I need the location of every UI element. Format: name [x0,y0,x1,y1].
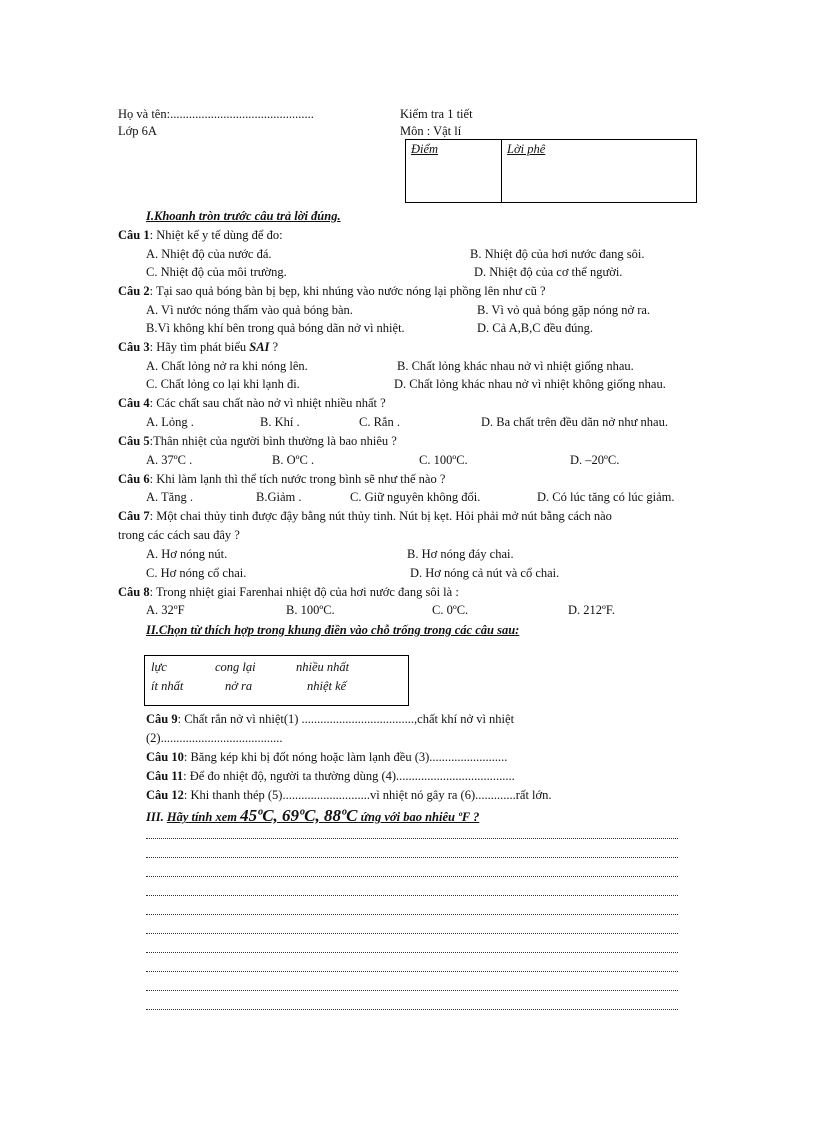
q5-option-a[interactable]: A. 37ºC . [146,453,193,467]
q8-option-b[interactable]: B. 100ºC. [286,603,335,617]
student-name-line: Họ và tên:.............................................. [118,107,314,121]
question-text: : Tại sao quả bóng bàn bị bẹp, khi nhúng vào nước nóng lại phồng lên như cũ ? [149,284,546,298]
question-text: : Nhiệt kế y tế dùng để đo: [149,228,283,242]
question-label: Câu 12 [146,788,184,802]
part1-heading: I.Khoanh tròn trước câu trả lời đúng. [146,209,341,223]
question-text: : Một chai thủy tinh được đậy bằng nút thủy tinh. Nút bị kẹt. Hỏi phải mở nút bằng cách nào [149,509,612,523]
q6-option-d[interactable]: D. Có lúc tăng có lúc giảm. [537,490,675,504]
answer-line[interactable] [146,857,678,858]
q5-option-b[interactable]: B. OºC . [272,453,315,467]
question-10 [146,749,507,765]
q1-option-a[interactable]: A. Nhiệt độ của nước đá. [146,247,272,261]
q4-option-b[interactable]: B. Khí . [260,415,300,429]
question-label: Câu 7 [118,509,150,523]
part3-prefix: III. [146,810,167,824]
part3-heading [146,806,479,827]
part3-values: 45ºC, 69ºC, 88ºC [240,806,358,825]
question-label: Câu 3 [118,340,150,354]
q6-option-a[interactable]: A. Tăng . [146,490,193,504]
q8-option-d[interactable]: D. 212ºF. [568,603,615,617]
q2-option-c[interactable]: B.Vì không khí bên trong quả bóng dãn nở vì nhiệt. [146,321,405,335]
answer-line[interactable] [146,933,678,934]
q8-option-c[interactable]: C. 0ºC. [432,603,469,617]
question-9 [146,711,514,727]
question-2 [118,283,546,299]
question-12 [146,787,552,803]
q1-option-b[interactable]: B. Nhiệt độ của hơi nước đang sôi. [470,247,645,261]
question-8 [118,584,459,600]
q8-option-a[interactable]: A. 32ºF [146,603,185,617]
word-bank-item: nhiều nhất [296,660,350,674]
part3-heading-start: Hãy tính xem [166,810,241,824]
subject-label: Môn : Vật lí [400,124,462,138]
question-text: : Hãy tìm phát biểu [149,340,250,354]
q7-option-b[interactable]: B. Hơ nóng đáy chai. [407,547,514,561]
q3-option-d[interactable]: D. Chất lỏng khác nhau nở vì nhiệt không giống nhau. [394,377,666,391]
class-label: Lớp 6A [118,124,157,138]
question-7 [118,508,612,524]
question-label: Câu 1 [118,228,150,242]
q2-option-a[interactable]: A. Vì nước nóng thấm vào quả bóng bàn. [146,303,353,317]
answer-line[interactable] [146,876,678,877]
answer-line[interactable] [146,1009,678,1010]
word-bank-item: ít nhất [151,679,184,693]
q6-option-c[interactable]: C. Giữ nguyên không đổi. [350,490,481,504]
q3-option-b[interactable]: B. Chất lỏng khác nhau nở vì nhiệt giống nhau. [397,359,634,373]
question-label: Câu 2 [118,284,150,298]
question-6 [118,471,445,487]
answer-line[interactable] [146,952,678,953]
question-1 [118,227,283,243]
question-label: Câu 9 [146,712,178,726]
answer-line[interactable] [146,895,678,896]
word-bank-item: cong lại [215,660,256,674]
q4-option-d[interactable]: D. Ba chất trên đều dãn nở như nhau. [481,415,668,429]
question-text: : Chất rắn nở vì nhiệt(1) ....................................,chất khí nở vì nhiệt [177,712,515,726]
question-label: Câu 5 [118,434,150,448]
q6-option-b[interactable]: B.Giảm . [256,490,302,504]
q3-option-c[interactable]: C. Chất lỏng co lại khi lạnh đi. [146,377,300,391]
word-bank-item: lực [151,660,167,674]
score-cell: Điểm [406,140,502,202]
question-text: : Khi thanh thép (5)............................vì nhiệt nó gây ra (6).............rất lớn. [183,788,552,802]
question-3 [118,339,278,355]
answer-line[interactable] [146,990,678,991]
q5-option-c[interactable]: C. 100ºC. [419,453,468,467]
word-bank-item: nở ra [225,679,253,693]
question-9-blank-2[interactable]: (2)....................................... [146,731,283,745]
question-text: : Trong nhiệt giai Farenhai nhiệt độ của hơi nước đang sôi là : [149,585,459,599]
q1-option-c[interactable]: C. Nhiệt độ của môi trường. [146,265,287,279]
q4-option-a[interactable]: A. Lỏng . [146,415,194,429]
answer-line[interactable] [146,971,678,972]
question-5 [118,433,397,449]
word-bank-item: nhiệt kế [307,679,347,693]
question-text: : Để đo nhiệt độ, người ta thường dùng (4)...................................... [183,769,515,783]
q2-option-b[interactable]: B. Vì vỏ quả bóng gặp nóng nở ra. [477,303,651,317]
q7-option-a[interactable]: A. Hơ nóng nút. [146,547,228,561]
question-text: :Thân nhiệt của người bình thường là bao nhiêu ? [149,434,397,448]
question-emphasis: SAI [249,340,270,354]
question-11 [146,768,515,784]
q2-option-d[interactable]: D. Cả A,B,C đều đúng. [477,321,593,335]
question-label: Câu 11 [146,769,184,783]
question-tail: ? [269,340,279,354]
question-text: : Các chất sau chất nào nở vì nhiệt nhiều nhất ? [149,396,386,410]
test-title: Kiểm tra 1 tiết [400,107,473,121]
q4-option-c[interactable]: C. Rắn . [359,415,400,429]
q5-option-d[interactable]: D. –20ºC. [570,453,620,467]
grade-box [405,139,697,203]
question-label: Câu 8 [118,585,150,599]
answer-line[interactable] [146,914,678,915]
q7-option-d[interactable]: D. Hơ nóng cả nút và cổ chai. [410,566,560,580]
q7-option-c[interactable]: C. Hơ nóng cổ chai. [146,566,247,580]
comment-cell: Lời phê [507,142,546,156]
question-text: : Băng kép khi bị đốt nóng hoặc làm lạnh đều (3)......................... [183,750,508,764]
part2-heading: II.Chọn từ thích hợp trong khung điền vào chỗ trống trong các câu sau: [146,623,520,637]
question-label: Câu 10 [146,750,184,764]
answer-line[interactable] [146,838,678,839]
part3-heading-end: ứng với bao nhiêu ºF ? [357,810,480,824]
q1-option-d[interactable]: D. Nhiệt độ của cơ thể người. [474,265,623,279]
word-bank [144,655,409,706]
question-4 [118,395,386,411]
question-7-continued: trong các cách sau đây ? [118,528,240,542]
question-label: Câu 6 [118,472,150,486]
question-text: : Khi làm lạnh thì thể tích nước trong bình sẽ như thế nào ? [149,472,446,486]
question-label: Câu 4 [118,396,150,410]
q3-option-a[interactable]: A. Chất lỏng nở ra khi nóng lên. [146,359,308,373]
